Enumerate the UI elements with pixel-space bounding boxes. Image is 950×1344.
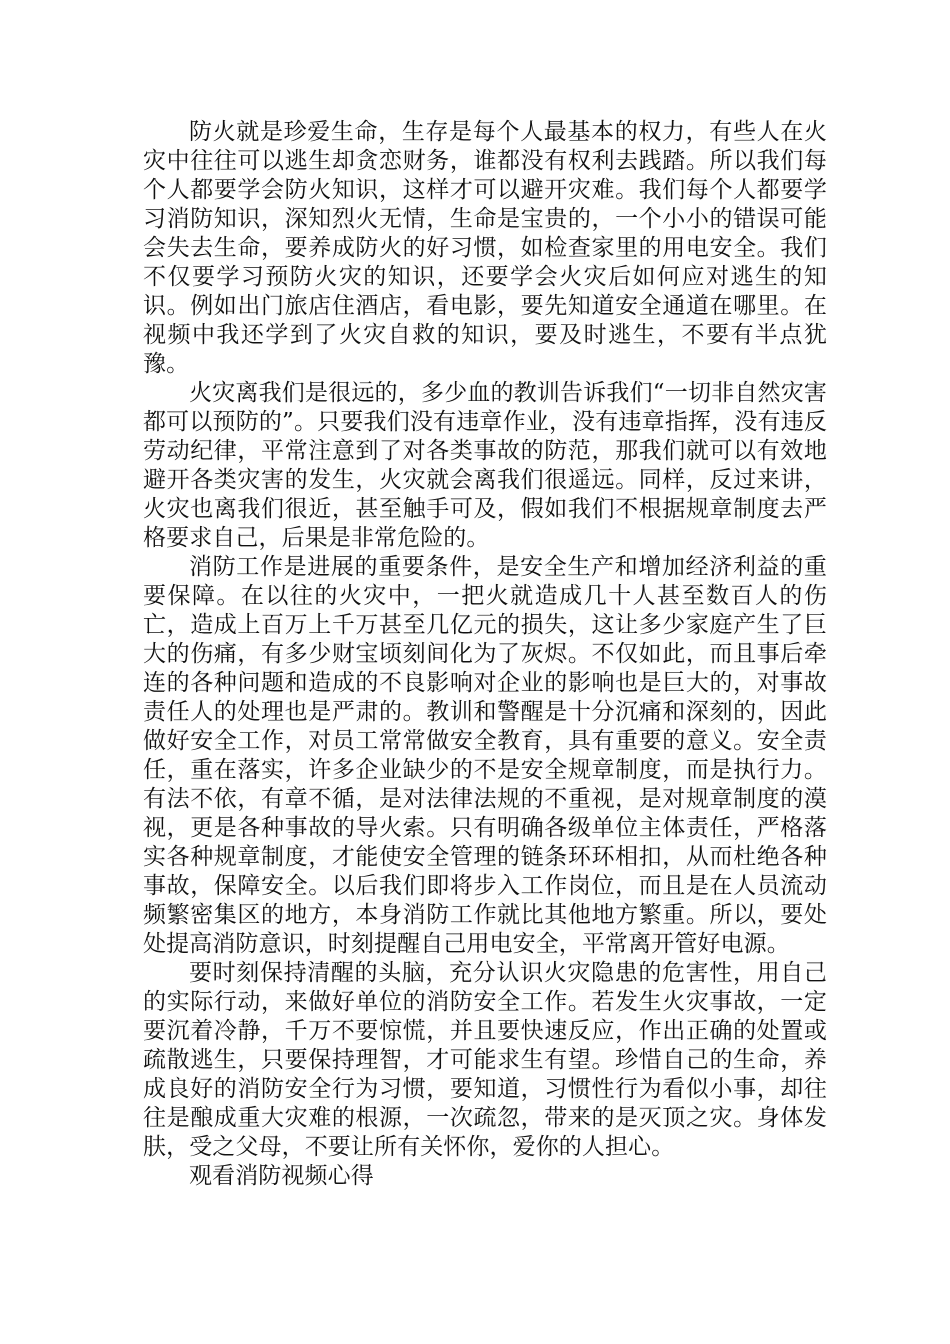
document-title-line: 观看消防视频心得	[189, 1163, 374, 1189]
paragraph-fire-disaster-prevention: 火灾离我们是很远的，多少血的教训告诉我们“一切非自然灾害都可以预防的”。只要我们没有违章作业，没有违章指挥，没有违反劳动纪律，平常注意到了对各类事故的防范，那我们就可以有效地避开各类灾害的发生，火灾就会离我们很遥远。同样，反过来讲，火灾也离我们很近，甚至触手可及，假如我们不根据规章制度去严格要求自己，后果是非常危险的。	[143, 380, 827, 551]
paragraph-fire-prevention-life: 防火就是珍爱生命，生存是每个人最基本的权力，有些人在火灾中往往可以逃生却贪恋财务，谁都没有权利去践踏。所以我们每个人都要学会防火知识，这样才可以避开灾难。我们每个人都要学习消防知识，深知烈火无情，生命是宝贵的，一个小小的错误可能会失去生命，要养成防火的好习惯，如检查家里的用电安全。我们不仅要学习预防火灾的知识，还要学会火灾后如何应对逃生的知识。例如出门旅店住酒店，看电影，要先知道安全通道在哪里。在视频中我还学到了火灾自救的知识，要及时逃生，不要有半点犹豫。	[143, 119, 827, 377]
document-body	[143, 118, 827, 1191]
paragraph-fire-safety-importance: 消防工作是进展的重要条件，是安全生产和增加经济利益的重要保障。在以往的火灾中，一把火就造成几十人甚至数百人的伤亡，造成上百万上千万甚至几亿元的损失，这让多少家庭产生了巨大的伤痛，有多少财宝顷刻间化为了灰烬。不仅如此，而且事后牵连的各种问题和造成的不良影响对企业的影响也是巨大的，对事故责任人的处理也是严肃的。教训和警醒是十分沉痛和深刻的，因此做好安全工作，对员工常常做安全教育，具有重要的意义。安全责任，重在落实，许多企业缺少的不是安全规章制度，而是执行力。有法不依，有章不循，是对法律法规的不重视，是对规章制度的漠视，更是各种事故的导火索。只有明确各级单位主体责任，严格落实各种规章制度，才能使安全管理的链条环环相扣，从而杜绝各种事故，保障安全。以后我们即将步入工作岗位，而且是在人员流动频繁密集区的地方，本身消防工作就比其他地方繁重。所以，要处处提高消防意识，时刻提醒自己用电安全，平常离开管好电源。	[143, 554, 827, 957]
paragraph-stay-calm: 要时刻保持清醒的头脑，充分认识火灾隐患的危害性，用自己的实际行动，来做好单位的消防安全工作。若发生火灾事故，一定要沉着冷静，千万不要惊慌，并且要快速反应，作出正确的处置或疏散逃生，只要保持理智，才可能求生有望。珍惜自己的生命，养成良好的消防安全行为习惯，要知道，习惯性行为看似小事，却往往是酿成重大灾难的根源，一次疏忽，带来的是灭顶之灾。身体发肤，受之父母，不要让所有关怀你，爱你的人担心。	[143, 960, 827, 1160]
